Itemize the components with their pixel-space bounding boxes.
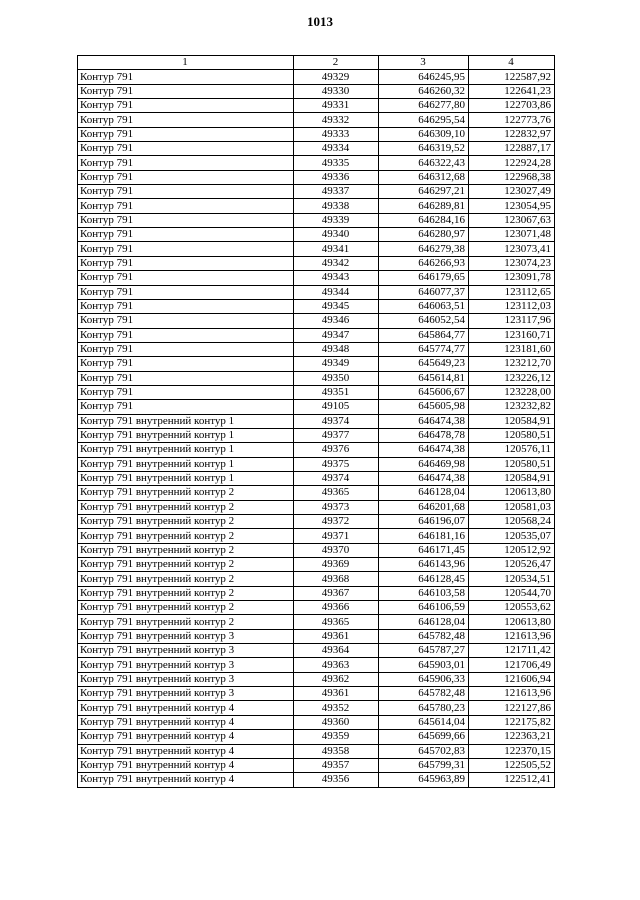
point-number-cell: 49339 xyxy=(294,213,379,227)
table-row xyxy=(78,285,555,299)
point-number-cell: 49368 xyxy=(294,572,379,586)
y-coordinate-cell: 122370,15 xyxy=(469,744,555,758)
table-row xyxy=(78,256,555,270)
y-coordinate-cell: 122968,38 xyxy=(469,170,555,184)
table-row xyxy=(78,113,555,127)
y-coordinate-cell: 122587,92 xyxy=(469,70,555,84)
y-coordinate-cell: 121606,94 xyxy=(469,672,555,686)
table-row xyxy=(78,271,555,285)
contour-name-cell: Контур 791 внутренний контур 4 xyxy=(78,758,294,772)
x-coordinate-cell: 646181,16 xyxy=(379,529,469,543)
table-row xyxy=(78,658,555,672)
x-coordinate-cell: 646474,38 xyxy=(379,443,469,457)
point-number-cell: 49351 xyxy=(294,385,379,399)
point-number-cell: 49346 xyxy=(294,314,379,328)
table-row xyxy=(78,672,555,686)
x-coordinate-cell: 646474,38 xyxy=(379,414,469,428)
x-coordinate-cell: 645903,01 xyxy=(379,658,469,672)
table-row xyxy=(78,615,555,629)
y-coordinate-cell: 122773,76 xyxy=(469,113,555,127)
contour-name-cell: Контур 791 xyxy=(78,314,294,328)
contour-name-cell: Контур 791 xyxy=(78,156,294,170)
contour-name-cell: Контур 791 внутренний контур 2 xyxy=(78,601,294,615)
point-number-cell: 49332 xyxy=(294,113,379,127)
x-coordinate-cell: 645605,98 xyxy=(379,400,469,414)
x-coordinate-cell: 646063,51 xyxy=(379,299,469,313)
point-number-cell: 49362 xyxy=(294,672,379,686)
y-coordinate-cell: 120535,07 xyxy=(469,529,555,543)
y-coordinate-cell: 120581,03 xyxy=(469,500,555,514)
table-row xyxy=(78,500,555,514)
x-coordinate-cell: 645787,27 xyxy=(379,644,469,658)
x-coordinate-cell: 646279,38 xyxy=(379,242,469,256)
x-coordinate-cell: 646312,68 xyxy=(379,170,469,184)
table-row xyxy=(78,170,555,184)
contour-name-cell: Контур 791 внутренний контур 2 xyxy=(78,543,294,557)
point-number-cell: 49370 xyxy=(294,543,379,557)
table-row xyxy=(78,629,555,643)
contour-name-cell: Контур 791 внутренний контур 4 xyxy=(78,715,294,729)
point-number-cell: 49342 xyxy=(294,256,379,270)
y-coordinate-cell: 120576,11 xyxy=(469,443,555,457)
contour-name-cell: Контур 791 xyxy=(78,228,294,242)
point-number-cell: 49341 xyxy=(294,242,379,256)
table-row xyxy=(78,400,555,414)
y-coordinate-cell: 123091,78 xyxy=(469,271,555,285)
contour-name-cell: Контур 791 внутренний контур 2 xyxy=(78,615,294,629)
table-row xyxy=(78,457,555,471)
table-row xyxy=(78,357,555,371)
point-number-cell: 49359 xyxy=(294,730,379,744)
point-number-cell: 49331 xyxy=(294,99,379,113)
point-number-cell: 49376 xyxy=(294,443,379,457)
point-number-cell: 49336 xyxy=(294,170,379,184)
y-coordinate-cell: 123117,96 xyxy=(469,314,555,328)
x-coordinate-cell: 645782,48 xyxy=(379,629,469,643)
table-row xyxy=(78,515,555,529)
point-number-cell: 49361 xyxy=(294,629,379,643)
y-coordinate-cell: 122887,17 xyxy=(469,142,555,156)
x-coordinate-cell: 645774,77 xyxy=(379,342,469,356)
contour-name-cell: Контур 791 xyxy=(78,385,294,399)
x-coordinate-cell: 646295,54 xyxy=(379,113,469,127)
contour-name-cell: Контур 791 внутренний контур 1 xyxy=(78,414,294,428)
point-number-cell: 49360 xyxy=(294,715,379,729)
point-number-cell: 49335 xyxy=(294,156,379,170)
y-coordinate-cell: 123232,82 xyxy=(469,400,555,414)
contour-name-cell: Контур 791 внутренний контур 2 xyxy=(78,515,294,529)
y-coordinate-cell: 122832,97 xyxy=(469,127,555,141)
point-number-cell: 49333 xyxy=(294,127,379,141)
y-coordinate-cell: 122641,23 xyxy=(469,84,555,98)
contour-name-cell: Контур 791 внутренний контур 4 xyxy=(78,744,294,758)
x-coordinate-cell: 645864,77 xyxy=(379,328,469,342)
y-coordinate-cell: 123073,41 xyxy=(469,242,555,256)
contour-name-cell: Контур 791 xyxy=(78,256,294,270)
y-coordinate-cell: 121711,42 xyxy=(469,644,555,658)
table-row xyxy=(78,385,555,399)
y-coordinate-cell: 120512,92 xyxy=(469,543,555,557)
y-coordinate-cell: 123212,70 xyxy=(469,357,555,371)
contour-name-cell: Контур 791 xyxy=(78,357,294,371)
y-coordinate-cell: 123067,63 xyxy=(469,213,555,227)
y-coordinate-cell: 120613,80 xyxy=(469,615,555,629)
table-row xyxy=(78,715,555,729)
y-coordinate-cell: 121706,49 xyxy=(469,658,555,672)
x-coordinate-cell: 646171,45 xyxy=(379,543,469,557)
point-number-cell: 49356 xyxy=(294,773,379,787)
x-coordinate-cell: 646128,04 xyxy=(379,615,469,629)
point-number-cell: 49365 xyxy=(294,486,379,500)
contour-name-cell: Контур 791 xyxy=(78,113,294,127)
y-coordinate-cell: 123181,60 xyxy=(469,342,555,356)
contour-name-cell: Контур 791 внутренний контур 1 xyxy=(78,471,294,485)
x-coordinate-cell: 645614,81 xyxy=(379,371,469,385)
table-row xyxy=(78,414,555,428)
y-coordinate-cell: 122127,86 xyxy=(469,701,555,715)
contour-name-cell: Контур 791 xyxy=(78,213,294,227)
table-row xyxy=(78,127,555,141)
y-coordinate-cell: 120526,47 xyxy=(469,558,555,572)
table-row xyxy=(78,471,555,485)
x-coordinate-cell: 646280,97 xyxy=(379,228,469,242)
y-coordinate-cell: 120534,51 xyxy=(469,572,555,586)
x-coordinate-cell: 646277,80 xyxy=(379,99,469,113)
table-row xyxy=(78,601,555,615)
point-number-cell: 49375 xyxy=(294,457,379,471)
table-row xyxy=(78,687,555,701)
contour-name-cell: Контур 791 внутренний контур 2 xyxy=(78,558,294,572)
point-number-cell: 49374 xyxy=(294,414,379,428)
point-number-cell: 49363 xyxy=(294,658,379,672)
y-coordinate-cell: 120568,24 xyxy=(469,515,555,529)
x-coordinate-cell: 646319,52 xyxy=(379,142,469,156)
y-coordinate-cell: 121613,96 xyxy=(469,687,555,701)
contour-name-cell: Контур 791 xyxy=(78,299,294,313)
table-row xyxy=(78,701,555,715)
page-number: 1013 xyxy=(307,14,333,29)
x-coordinate-cell: 645614,04 xyxy=(379,715,469,729)
y-coordinate-cell: 120544,70 xyxy=(469,586,555,600)
contour-name-cell: Контур 791 внутренний контур 2 xyxy=(78,529,294,543)
contour-name-cell: Контур 791 внутренний контур 4 xyxy=(78,773,294,787)
point-number-cell: 49365 xyxy=(294,615,379,629)
x-coordinate-cell: 646052,54 xyxy=(379,314,469,328)
contour-name-cell: Контур 791 внутренний контур 1 xyxy=(78,457,294,471)
contour-name-cell: Контур 791 xyxy=(78,328,294,342)
y-coordinate-cell: 122512,41 xyxy=(469,773,555,787)
table-row xyxy=(78,228,555,242)
y-coordinate-cell: 122505,52 xyxy=(469,758,555,772)
y-coordinate-cell: 122703,86 xyxy=(469,99,555,113)
table-row xyxy=(78,773,555,787)
contour-name-cell: Контур 791 внутренний контур 3 xyxy=(78,658,294,672)
point-number-cell: 49105 xyxy=(294,400,379,414)
contour-name-cell: Контур 791 xyxy=(78,70,294,84)
y-coordinate-cell: 123112,65 xyxy=(469,285,555,299)
table-row xyxy=(78,730,555,744)
y-coordinate-cell: 120584,91 xyxy=(469,414,555,428)
x-coordinate-cell: 646469,98 xyxy=(379,457,469,471)
contour-name-cell: Контур 791 xyxy=(78,99,294,113)
y-coordinate-cell: 123074,23 xyxy=(469,256,555,270)
x-coordinate-cell: 645606,67 xyxy=(379,385,469,399)
table-row xyxy=(78,428,555,442)
x-coordinate-cell: 645799,31 xyxy=(379,758,469,772)
x-coordinate-cell: 646201,68 xyxy=(379,500,469,514)
point-number-cell: 49364 xyxy=(294,644,379,658)
y-coordinate-cell: 120584,91 xyxy=(469,471,555,485)
x-coordinate-cell: 646179,65 xyxy=(379,271,469,285)
contour-name-cell: Контур 791 xyxy=(78,271,294,285)
contour-name-cell: Контур 791 xyxy=(78,242,294,256)
table-row xyxy=(78,371,555,385)
table-row xyxy=(78,558,555,572)
table-row xyxy=(78,70,555,84)
y-coordinate-cell: 122924,28 xyxy=(469,156,555,170)
x-coordinate-cell: 645780,23 xyxy=(379,701,469,715)
y-coordinate-cell: 123228,00 xyxy=(469,385,555,399)
table-row xyxy=(78,142,555,156)
x-coordinate-cell: 645699,66 xyxy=(379,730,469,744)
x-coordinate-cell: 646077,37 xyxy=(379,285,469,299)
point-number-cell: 49340 xyxy=(294,228,379,242)
contour-name-cell: Контур 791 xyxy=(78,199,294,213)
y-coordinate-cell: 123160,71 xyxy=(469,328,555,342)
point-number-cell: 49350 xyxy=(294,371,379,385)
contour-name-cell: Контур 791 xyxy=(78,400,294,414)
table-row xyxy=(78,156,555,170)
table-row xyxy=(78,529,555,543)
x-coordinate-cell: 646289,81 xyxy=(379,199,469,213)
x-coordinate-cell: 646309,10 xyxy=(379,127,469,141)
point-number-cell: 49344 xyxy=(294,285,379,299)
y-coordinate-cell: 122175,82 xyxy=(469,715,555,729)
y-coordinate-cell: 123112,03 xyxy=(469,299,555,313)
x-coordinate-cell: 646128,45 xyxy=(379,572,469,586)
point-number-cell: 49352 xyxy=(294,701,379,715)
x-coordinate-cell: 646143,96 xyxy=(379,558,469,572)
table-row xyxy=(78,443,555,457)
contour-name-cell: Контур 791 xyxy=(78,127,294,141)
table-row xyxy=(78,586,555,600)
point-number-cell: 49348 xyxy=(294,342,379,356)
table-row xyxy=(78,758,555,772)
contour-name-cell: Контур 791 внутренний контур 1 xyxy=(78,428,294,442)
x-coordinate-cell: 646128,04 xyxy=(379,486,469,500)
point-number-cell: 49369 xyxy=(294,558,379,572)
contour-name-cell: Контур 791 xyxy=(78,185,294,199)
column-header-1: 1 xyxy=(78,56,294,70)
x-coordinate-cell: 646478,78 xyxy=(379,428,469,442)
table-row xyxy=(78,486,555,500)
x-coordinate-cell: 646297,21 xyxy=(379,185,469,199)
table-header-row xyxy=(78,56,555,70)
point-number-cell: 49367 xyxy=(294,586,379,600)
x-coordinate-cell: 645906,33 xyxy=(379,672,469,686)
table-row xyxy=(78,213,555,227)
point-number-cell: 49357 xyxy=(294,758,379,772)
point-number-cell: 49345 xyxy=(294,299,379,313)
contour-name-cell: Контур 791 внутренний контур 2 xyxy=(78,486,294,500)
table-row xyxy=(78,242,555,256)
contour-name-cell: Контур 791 внутренний контур 4 xyxy=(78,701,294,715)
point-number-cell: 49337 xyxy=(294,185,379,199)
point-number-cell: 49329 xyxy=(294,70,379,84)
x-coordinate-cell: 645649,23 xyxy=(379,357,469,371)
column-header-3: 3 xyxy=(379,56,469,70)
x-coordinate-cell: 646322,43 xyxy=(379,156,469,170)
contour-name-cell: Контур 791 xyxy=(78,285,294,299)
x-coordinate-cell: 646260,32 xyxy=(379,84,469,98)
contour-name-cell: Контур 791 внутренний контур 2 xyxy=(78,572,294,586)
point-number-cell: 49361 xyxy=(294,687,379,701)
contour-name-cell: Контур 791 xyxy=(78,371,294,385)
x-coordinate-cell: 646106,59 xyxy=(379,601,469,615)
y-coordinate-cell: 120580,51 xyxy=(469,428,555,442)
table-row xyxy=(78,314,555,328)
point-number-cell: 49338 xyxy=(294,199,379,213)
point-number-cell: 49377 xyxy=(294,428,379,442)
contour-name-cell: Контур 791 внутренний контур 3 xyxy=(78,629,294,643)
contour-name-cell: Контур 791 внутренний контур 1 xyxy=(78,443,294,457)
y-coordinate-cell: 123054,95 xyxy=(469,199,555,213)
contour-name-cell: Контур 791 xyxy=(78,170,294,184)
contour-name-cell: Контур 791 внутренний контур 2 xyxy=(78,586,294,600)
table-row xyxy=(78,342,555,356)
y-coordinate-cell: 122363,21 xyxy=(469,730,555,744)
point-number-cell: 49334 xyxy=(294,142,379,156)
point-number-cell: 49343 xyxy=(294,271,379,285)
table-row xyxy=(78,328,555,342)
contour-name-cell: Контур 791 внутренний контур 3 xyxy=(78,672,294,686)
x-coordinate-cell: 646284,16 xyxy=(379,213,469,227)
x-coordinate-cell: 646266,93 xyxy=(379,256,469,270)
table-row xyxy=(78,299,555,313)
y-coordinate-cell: 123071,48 xyxy=(469,228,555,242)
point-number-cell: 49358 xyxy=(294,744,379,758)
contour-name-cell: Контур 791 xyxy=(78,84,294,98)
table-row xyxy=(78,185,555,199)
y-coordinate-cell: 120613,80 xyxy=(469,486,555,500)
point-number-cell: 49374 xyxy=(294,471,379,485)
x-coordinate-cell: 645702,83 xyxy=(379,744,469,758)
x-coordinate-cell: 646245,95 xyxy=(379,70,469,84)
table-row xyxy=(78,543,555,557)
contour-name-cell: Контур 791 xyxy=(78,342,294,356)
y-coordinate-cell: 120580,51 xyxy=(469,457,555,471)
y-coordinate-cell: 123027,49 xyxy=(469,185,555,199)
table-row xyxy=(78,199,555,213)
contour-name-cell: Контур 791 внутренний контур 2 xyxy=(78,500,294,514)
contour-name-cell: Контур 791 xyxy=(78,142,294,156)
point-number-cell: 49371 xyxy=(294,529,379,543)
coordinates-table xyxy=(77,55,555,788)
table-row xyxy=(78,644,555,658)
table-body xyxy=(78,70,555,787)
point-number-cell: 49372 xyxy=(294,515,379,529)
column-header-2: 2 xyxy=(294,56,379,70)
x-coordinate-cell: 646196,07 xyxy=(379,515,469,529)
table-row xyxy=(78,99,555,113)
x-coordinate-cell: 646474,38 xyxy=(379,471,469,485)
x-coordinate-cell: 645963,89 xyxy=(379,773,469,787)
contour-name-cell: Контур 791 внутренний контур 3 xyxy=(78,644,294,658)
y-coordinate-cell: 123226,12 xyxy=(469,371,555,385)
x-coordinate-cell: 645782,48 xyxy=(379,687,469,701)
y-coordinate-cell: 121613,96 xyxy=(469,629,555,643)
point-number-cell: 49330 xyxy=(294,84,379,98)
x-coordinate-cell: 646103,58 xyxy=(379,586,469,600)
contour-name-cell: Контур 791 внутренний контур 3 xyxy=(78,687,294,701)
y-coordinate-cell: 120553,62 xyxy=(469,601,555,615)
point-number-cell: 49366 xyxy=(294,601,379,615)
point-number-cell: 49349 xyxy=(294,357,379,371)
column-header-4: 4 xyxy=(469,56,555,70)
point-number-cell: 49373 xyxy=(294,500,379,514)
table-row xyxy=(78,84,555,98)
contour-name-cell: Контур 791 внутренний контур 4 xyxy=(78,730,294,744)
table-row xyxy=(78,572,555,586)
table-row xyxy=(78,744,555,758)
point-number-cell: 49347 xyxy=(294,328,379,342)
